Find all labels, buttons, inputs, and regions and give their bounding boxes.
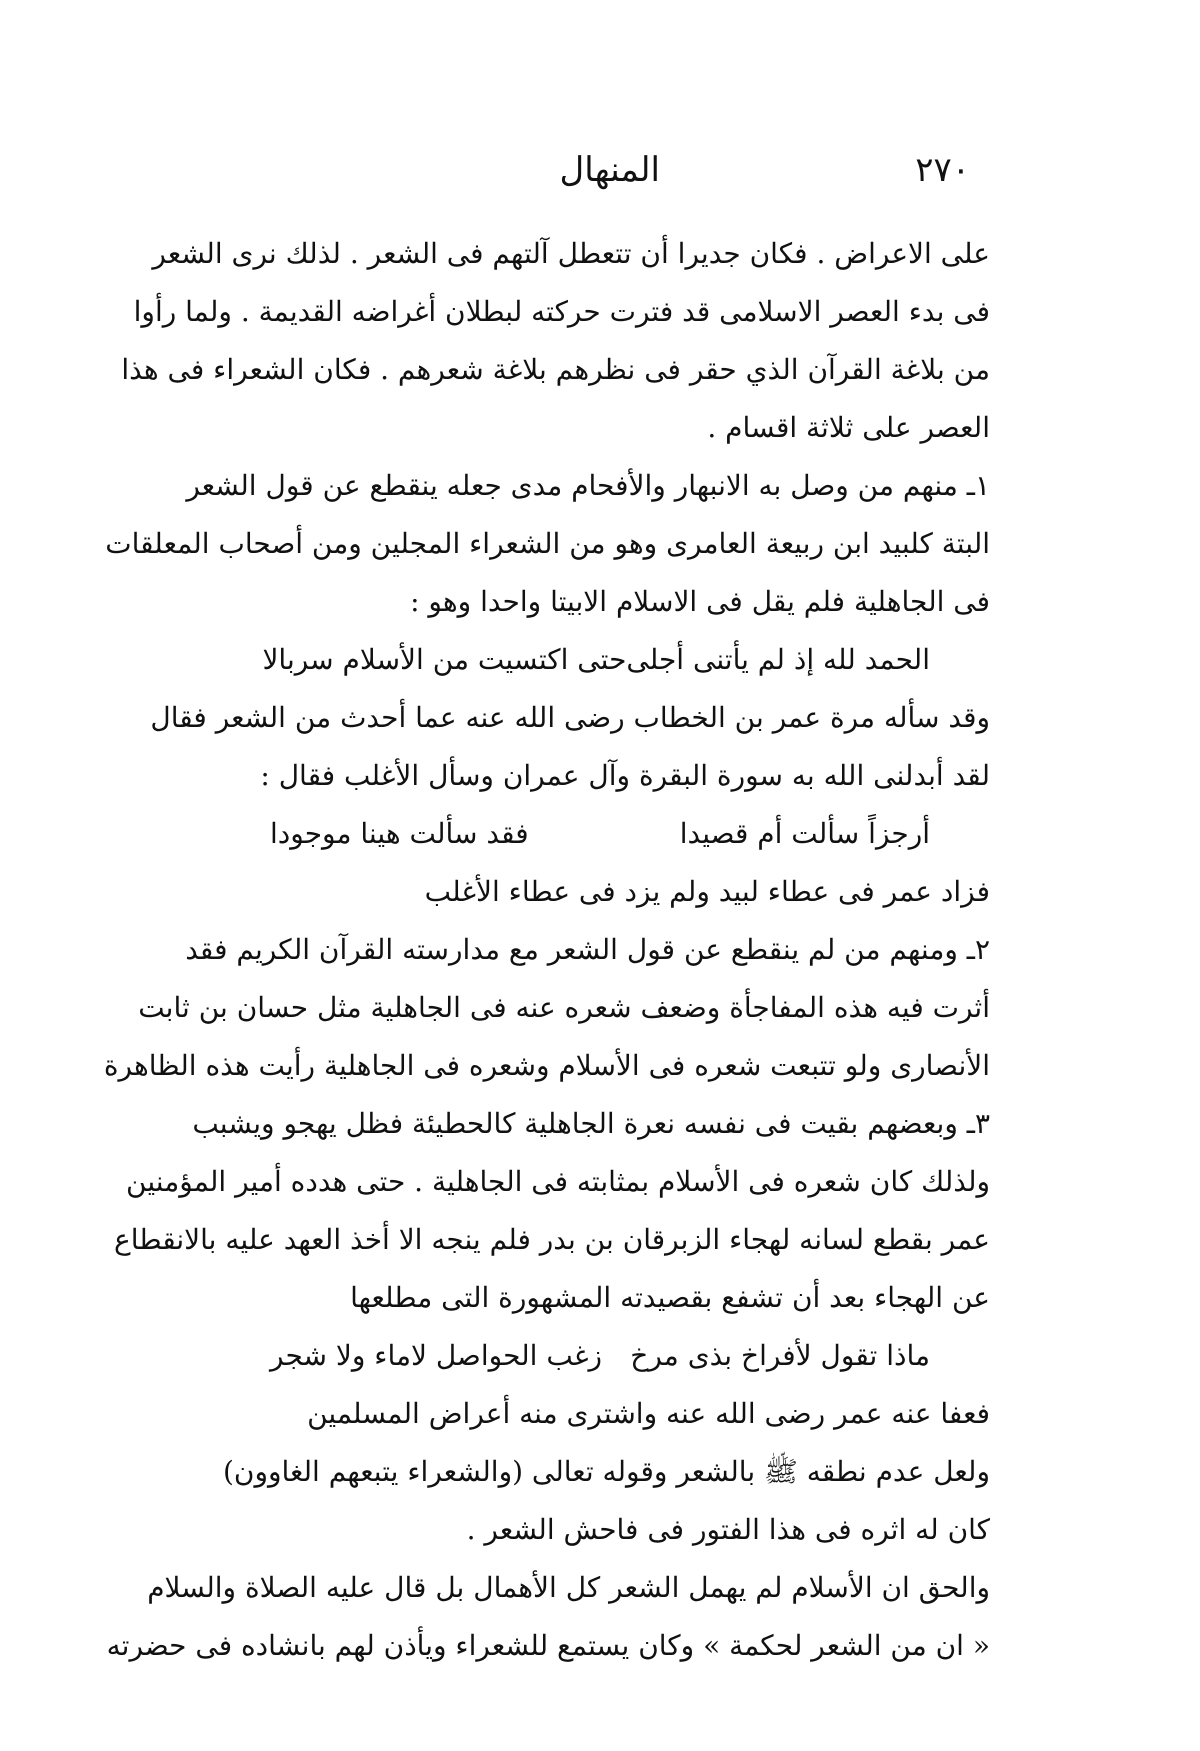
verse-labid (230, 631, 990, 689)
verse-hemistich-second: فقد سألت هينا موجودا (270, 817, 529, 850)
text-line: ولذلك كان شعره فى الأسلام بمثابته فى الجاهلية . حتى هدده أمير المؤمنين (126, 1165, 990, 1198)
verse-hutayah (230, 1327, 990, 1385)
text-line: « ان من الشعر لحكمة » وكان يستمع للشعراء ويأذن لهم بانشاده فى حضرته (106, 1629, 990, 1662)
page-number: ٢٧٠ (915, 150, 970, 190)
body-text (103, 225, 990, 1675)
text-line: كان له اثره فى هذا الفتور فى فاحش الشعر . (466, 1513, 990, 1546)
text-line: وقد سأله مرة عمر بن الخطاب رضى الله عنه عما أحدث من الشعر فقال (150, 701, 990, 734)
text-line: العصر على ثلاثة اقسام . (707, 411, 990, 444)
text-line: على الاعراض . فكان جديرا أن تتعطل آلتهم فى الشعر . لذلك نرى الشعر (152, 237, 990, 270)
text-line: ٣ـ وبعضهم بقيت فى نفسه نعرة الجاهلية كالحطيئة فظل يهجو ويشبب (192, 1107, 990, 1140)
verse-aghlab (230, 805, 990, 863)
verse-hemistich-second: حتى اكتسيت من الأسلام سربالا (262, 643, 627, 676)
text-line: أثرت فيه هذه المفاجأة وضعف شعره عنه فى الجاهلية مثل حسان بن ثابت (138, 991, 990, 1024)
text-line: لقد أبدلنى الله به سورة البقرة وآل عمران وسأل الأغلب فقال : (260, 759, 990, 792)
text-line: فزاد عمر فى عطاء لبيد ولم يزد فى عطاء الأغلب (424, 875, 990, 908)
text-line: ١ـ منهم من وصل به الانبهار والأفحام مدى جعله ينقطع عن قول الشعر (186, 469, 990, 502)
verse-hemistich-second: زغب الحواصل لاماء ولا شجر (270, 1339, 603, 1372)
text-line: البتة كلبيد ابن ربيعة العامرى وهو من الشعراء المجلين ومن أصحاب المعلقات (105, 527, 990, 560)
text-line: فعفا عنه عمر رضى الله عنه واشترى منه أعراض المسلمين (307, 1397, 990, 1430)
text-line: من بلاغة القرآن الذي حقر فى نظرهم بلاغة شعرهم . فكان الشعراء فى هذا (121, 353, 990, 386)
text-line: عن الهجاء بعد أن تشفع بقصيدته المشهورة التى مطلعها (350, 1281, 990, 1314)
running-title: المنهال (559, 150, 660, 190)
text-line: فى الجاهلية فلم يقل فى الاسلام الابيتا واحدا وهو : (410, 585, 990, 618)
text-line: والحق ان الأسلام لم يهمل الشعر كل الأهمال بل قال عليه الصلاة والسلام (147, 1571, 990, 1604)
text-line: الأنصارى ولو تتبعت شعره فى الأسلام وشعره فى الجاهلية رأيت هذه الظاهرة (103, 1049, 990, 1082)
verse-hemistich-first: ماذا تقول لأفراخ بذى مرخ (630, 1339, 930, 1372)
text-line: فى بدء العصر الاسلامى قد فترت حركته لبطلان أغراضه القديمة . ولما رأوا (133, 295, 990, 328)
page-header (230, 150, 970, 200)
verse-hemistich-first: أرجزاً سألت أم قصيدا (679, 817, 930, 850)
text-line: ولعل عدم نطقه ﷺ بالشعر وقوله تعالى (والشعراء يتبعهم الغاوون) (222, 1455, 990, 1488)
text-line: ٢ـ ومنهم من لم ينقطع عن قول الشعر مع مدارسته القرآن الكريم فقد (185, 933, 990, 966)
verse-hemistich-first: الحمد لله إذ لم يأتنى أجلى (626, 643, 930, 676)
text-line: عمر بقطع لسانه لهجاء الزبرقان بن بدر فلم ينجه الا أخذ العهد عليه بالانقطاع (114, 1223, 990, 1256)
